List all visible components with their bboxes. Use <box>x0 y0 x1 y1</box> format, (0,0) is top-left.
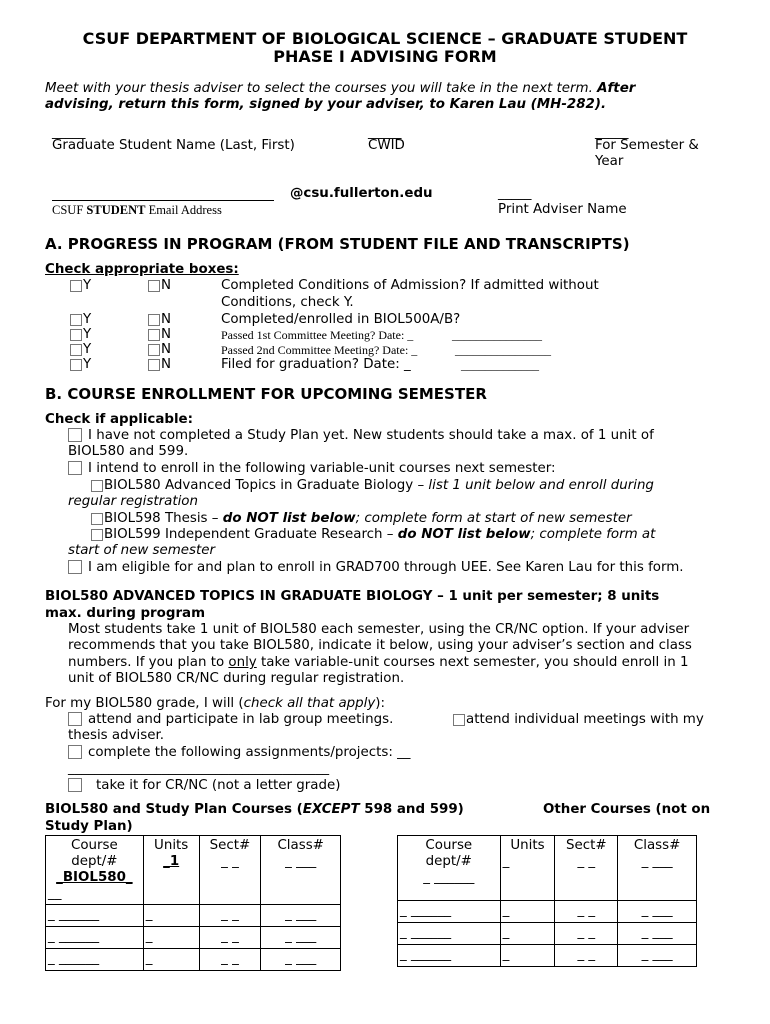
b-opt2: I intend to enroll in the following variable-unit courses next semester: <box>68 461 556 477</box>
biol580-heading-line2: max. during program <box>45 606 206 621</box>
b-sub3: BIOL599 Independent Graduate Research – do NOT list below; complete form at <box>91 527 655 543</box>
a4-label: Passed 2nd Committee Meeting? Date: _ <box>221 343 418 357</box>
sect-cell[interactable]: _ _ <box>199 905 261 927</box>
units-cell[interactable]: _ <box>500 923 555 945</box>
section-b-heading: B. COURSE ENROLLMENT FOR UPCOMING SEMESTER <box>45 385 487 403</box>
table-row <box>46 927 341 949</box>
grade-opt2: attend individual meetings with my <box>453 712 704 728</box>
a1-label-line1: Completed Conditions of Admission? If admitted without <box>221 278 599 293</box>
b-opt1-line2: BIOL580 and 599. <box>68 444 189 459</box>
b-sub3-line2: start of new semester <box>68 543 216 558</box>
a5-label: Filed for graduation? Date: _ <box>221 357 411 372</box>
grade-opt3-blank[interactable]: _______________________________________ <box>68 761 330 776</box>
class-cell[interactable]: _ ___ <box>618 901 697 923</box>
right-first-class[interactable]: _ ___ <box>641 854 673 869</box>
a3-no-checkbox[interactable]: N <box>148 327 171 343</box>
sect-cell[interactable]: _ _ <box>555 923 618 945</box>
b-sub2-checkbox[interactable] <box>91 513 103 525</box>
course-cell[interactable]: _ ______ <box>398 923 501 945</box>
units-cell[interactable]: _ <box>500 901 555 923</box>
left-hdr-sect: Sect# _ _ <box>199 836 261 905</box>
adviser-label: Print Adviser Name <box>498 202 627 217</box>
class-cell[interactable]: _ ___ <box>618 923 697 945</box>
cwid-blank[interactable]: _____ <box>368 125 402 140</box>
table-row <box>398 901 697 923</box>
b-sub1: BIOL580 Advanced Topics in Graduate Biology – list 1 unit below and enroll during <box>91 478 654 494</box>
course-cell[interactable]: _ ______ <box>46 927 144 949</box>
right-hdr-units: Units _ <box>500 836 555 901</box>
section-a-check-label: Check appropriate boxes: <box>45 262 239 277</box>
left-table-title-line2: Study Plan) <box>45 819 133 834</box>
semester-blank[interactable]: _____ <box>595 125 629 140</box>
b-sub1-checkbox[interactable] <box>91 480 103 492</box>
class-cell[interactable]: _ ___ <box>261 905 341 927</box>
biol580-para-line1: Most students take 1 unit of BIOL580 each semester, using the CR/NC option. If your adviser <box>68 622 690 637</box>
course-cell[interactable]: _ ______ <box>398 901 501 923</box>
class-cell[interactable]: _ ___ <box>618 945 697 967</box>
grade-opt2-checkbox[interactable] <box>453 714 465 726</box>
intro-line2: advising, return this form, signed by your adviser, to Karen Lau (MH-282). <box>45 97 607 112</box>
b-opt1: I have not completed a Study Plan yet. New students should take a max. of 1 unit of <box>68 428 654 444</box>
left-course-table <box>45 835 341 971</box>
adviser-blank[interactable]: _____ <box>498 186 532 201</box>
grade-opt1: attend and participate in lab group meetings. <box>68 712 393 728</box>
email-blank-line[interactable] <box>52 200 274 201</box>
a3-yes-checkbox[interactable]: Y <box>70 327 91 343</box>
left-first-course[interactable]: _BIOL580_ <box>56 870 133 885</box>
a2-no-checkbox[interactable]: N <box>148 312 171 328</box>
a1-no-checkbox[interactable]: N <box>148 278 171 294</box>
semester-label-line1: For Semester & <box>595 138 699 153</box>
biol580-para-line2: recommends that you take BIOL580, indicate it below, using your adviser’s section and class <box>68 638 692 653</box>
grade-opt4-checkbox[interactable] <box>68 778 82 792</box>
right-table-header-row <box>398 836 697 901</box>
right-hdr-course: Course dept/# _ ______ <box>398 836 501 901</box>
units-cell[interactable]: _ <box>500 945 555 967</box>
course-cell[interactable]: _ ______ <box>46 905 144 927</box>
right-first-sect[interactable]: _ _ <box>577 854 596 869</box>
grade-opt3: complete the following assignments/projects: __ <box>68 745 410 761</box>
grade-opt3-checkbox[interactable] <box>68 745 82 759</box>
sect-cell[interactable]: _ _ <box>199 949 261 971</box>
grade-opt1-checkbox[interactable] <box>68 712 82 726</box>
biol580-heading-line1: BIOL580 ADVANCED TOPICS IN GRADUATE BIOLOGY – 1 unit per semester; 8 units <box>45 589 660 604</box>
b-sub2: BIOL598 Thesis – do NOT list below; complete form at start of new semester <box>91 511 632 527</box>
units-cell[interactable]: _ <box>143 927 199 949</box>
a3-date-blank[interactable]: _______________ <box>452 328 542 342</box>
a4-no-checkbox[interactable]: N <box>148 342 171 358</box>
left-table-title: BIOL580 and Study Plan Courses (EXCEPT 598 and 599) <box>45 802 464 817</box>
units-cell[interactable]: _ <box>143 905 199 927</box>
right-hdr-sect: Sect# _ _ <box>555 836 618 901</box>
b-sub1-line2: regular registration <box>68 494 198 509</box>
form-title-line1: CSUF DEPARTMENT OF BIOLOGICAL SCIENCE – GRADUATE STUDENT <box>82 29 688 48</box>
table-row <box>398 945 697 967</box>
a2-label: Completed/enrolled in BIOL500A/B? <box>221 312 461 327</box>
email-label: CSUF STUDENT Email Address <box>52 203 222 217</box>
a3-label: Passed 1st Committee Meeting? Date: _ <box>221 328 414 342</box>
units-cell[interactable]: _ <box>143 949 199 971</box>
cwid-label: CWID <box>368 138 405 153</box>
email-domain: @csu.fullerton.edu <box>290 186 433 201</box>
a5-date-blank[interactable]: _____________ <box>461 358 539 372</box>
grade-opt2-line2: thesis adviser. <box>68 728 165 743</box>
b-opt1-checkbox[interactable] <box>68 428 82 442</box>
a5-yes-checkbox[interactable]: Y <box>70 357 91 373</box>
a2-yes-checkbox[interactable]: Y <box>70 312 91 328</box>
left-first-units[interactable]: _1 <box>163 854 180 869</box>
grade-opt4: take it for CR/NC (not a letter grade) <box>68 778 340 794</box>
class-cell[interactable]: _ ___ <box>261 927 341 949</box>
sect-cell[interactable]: _ _ <box>555 945 618 967</box>
class-cell[interactable]: _ ___ <box>261 949 341 971</box>
left-first-sect[interactable]: _ _ <box>221 854 239 869</box>
a1-label-line2: Conditions, check Y. <box>221 295 354 310</box>
b-opt3: I am eligible for and plan to enroll in GRAD700 through UEE. See Karen Lau for this form. <box>68 560 684 576</box>
a4-date-blank[interactable]: ________________ <box>455 343 551 357</box>
section-b-check-label: Check if applicable: <box>45 412 193 427</box>
b-opt3-checkbox[interactable] <box>68 560 82 574</box>
intro-line1: Meet with your thesis adviser to select the courses you will take in the next term. After <box>45 81 636 96</box>
course-cell[interactable]: _ ______ <box>46 949 144 971</box>
right-first-units[interactable]: _ <box>502 854 510 869</box>
a1-yes-checkbox[interactable]: Y <box>70 278 91 294</box>
biol580-para-line4: unit of BIOL580 CR/NC during regular registration. <box>68 671 405 686</box>
student-name-label: Graduate Student Name (Last, First) <box>52 138 295 153</box>
table-row <box>46 949 341 971</box>
left-table-header-row <box>46 836 341 905</box>
course-cell[interactable]: _ ______ <box>398 945 501 967</box>
sect-cell[interactable]: _ _ <box>555 901 618 923</box>
biol580-para-line3: numbers. If you plan to only take variable-unit courses next semester, you should enroll in 1 <box>68 655 689 670</box>
semester-label-line2: Year <box>595 154 624 169</box>
b-opt2-checkbox[interactable] <box>68 461 82 475</box>
a4-yes-checkbox[interactable]: Y <box>70 342 91 358</box>
right-first-course[interactable]: _ ______ <box>423 870 475 885</box>
right-table-title: Other Courses (not on <box>543 802 711 817</box>
left-hdr-class: Class# _ ___ <box>261 836 341 905</box>
left-hdr-course: Course dept/# _BIOL580_ __ <box>46 836 144 905</box>
student-name-blank[interactable]: _____ <box>52 125 86 140</box>
b-sub3-checkbox[interactable] <box>91 529 103 541</box>
right-hdr-class: Class# _ ___ <box>618 836 697 901</box>
left-hdr-units: Units _1 <box>143 836 199 905</box>
table-row <box>46 905 341 927</box>
grade-prompt: For my BIOL580 grade, I will (check all that apply): <box>45 696 386 711</box>
form-title-line2: PHASE I ADVISING FORM <box>273 47 497 66</box>
sect-cell[interactable]: _ _ <box>199 927 261 949</box>
section-a-heading: A. PROGRESS IN PROGRAM (FROM STUDENT FILE AND TRANSCRIPTS) <box>45 235 630 253</box>
right-course-table <box>397 835 697 967</box>
left-first-class[interactable]: _ ___ <box>285 854 317 869</box>
a5-no-checkbox[interactable]: N <box>148 357 171 373</box>
table-row <box>398 923 697 945</box>
